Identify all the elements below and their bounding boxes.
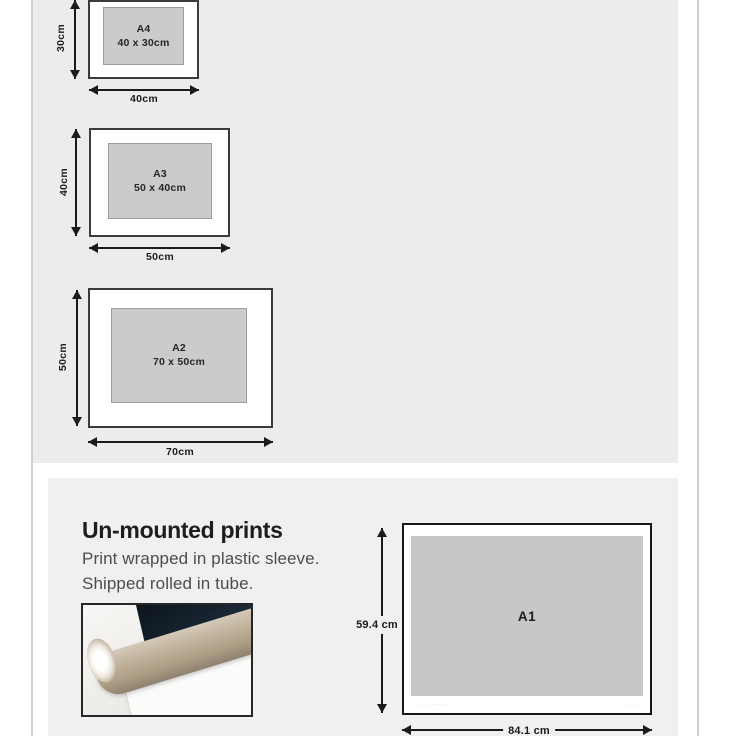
a1-width-label: 84.1 cm — [503, 724, 555, 736]
a1-size-name: A1 — [517, 608, 537, 624]
a3-dimensions: 50 x 40cm — [133, 181, 186, 194]
a1-print-area — [411, 536, 643, 696]
a3-frame — [89, 128, 230, 237]
unmounted-heading: Un-mounted prints — [82, 517, 283, 543]
rolled-print-photo — [81, 603, 253, 717]
a4-width-arrow — [89, 89, 199, 91]
a4-height-label: 30cm — [55, 23, 67, 53]
a1-height-label: 59.4 cm — [354, 616, 400, 634]
unmounted-text-block — [82, 514, 382, 596]
a2-dimensions: 70 x 50cm — [152, 356, 205, 368]
a2-height-label: 50cm — [57, 342, 69, 372]
a4-dimensions: 40 x 30cm — [117, 36, 170, 49]
a2-print-area — [111, 308, 247, 403]
page-right-border — [697, 0, 699, 736]
unmounted-desc-line2: Shipped rolled in tube. — [82, 574, 254, 593]
a3-width-arrow — [89, 247, 230, 249]
a4-width-label: 40cm — [129, 93, 159, 105]
a1-caption-right: ··· ···· — [626, 702, 642, 707]
a1-caption-left: ··· ···· ····· ····· — [412, 702, 452, 707]
a2-size-name: A2 — [172, 342, 186, 354]
a3-height-label: 40cm — [58, 167, 70, 197]
a3-print-area — [108, 143, 212, 219]
a1-print — [402, 523, 652, 715]
a3-width-label: 50cm — [145, 251, 175, 263]
a4-frame — [88, 0, 199, 79]
a3-height-arrow — [75, 129, 77, 236]
a4-print-label — [117, 23, 169, 50]
a2-width-arrow — [88, 441, 273, 443]
a3-size-name: A3 — [153, 167, 167, 180]
a3-print-label — [134, 168, 186, 195]
unmounted-desc-line1: Print wrapped in plastic sleeve. — [82, 549, 320, 568]
a4-print-area — [103, 7, 184, 65]
a4-size-name: A4 — [136, 22, 151, 35]
a2-height-arrow — [76, 290, 78, 426]
a2-width-label: 70cm — [165, 446, 195, 458]
a2-print-label — [153, 342, 205, 369]
a4-height-arrow — [74, 0, 76, 79]
a2-frame — [88, 288, 273, 428]
